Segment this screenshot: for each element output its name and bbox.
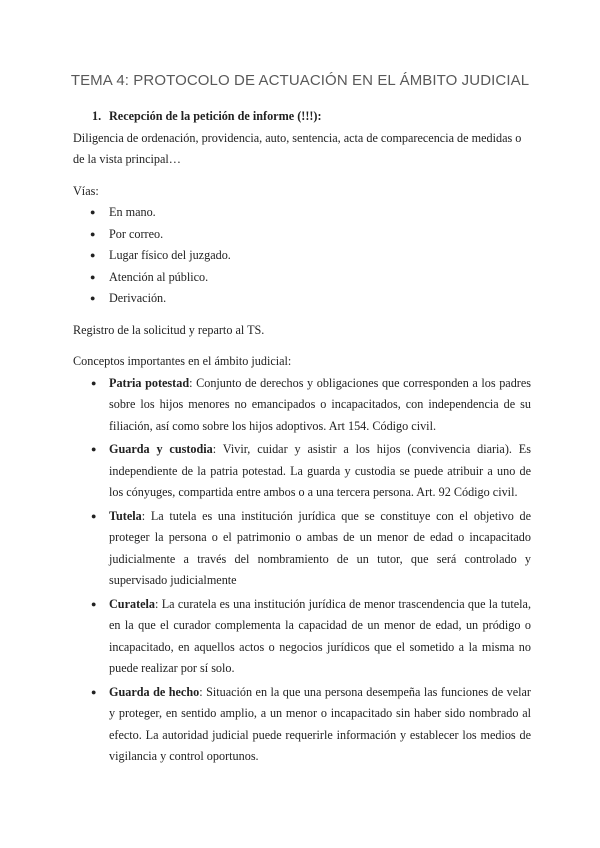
concept-text: : Vivir, cuidar y asistir a los hijos (convivencia diaria). Es independiente de la patria potestad. La guarda y custodia se puede atribuir a uno de los cónyuges, compartida entre ambos o a una tercera persona. Art. 92 Código civil. bbox=[109, 442, 531, 499]
section-heading bbox=[92, 106, 531, 128]
page-title: TEMA 4: PROTOCOLO DE ACTUACIÓN EN EL ÁMBITO JUDICIAL bbox=[70, 72, 530, 89]
concept-item bbox=[73, 506, 531, 592]
conceptos-label: Conceptos importantes en el ámbito judicial: bbox=[73, 354, 292, 368]
bullet-icon: ● bbox=[90, 250, 96, 260]
list-item: ● Por correo. bbox=[73, 224, 531, 246]
list-item: ● Derivación. bbox=[73, 288, 531, 310]
concept-item bbox=[73, 682, 531, 768]
bullet-icon: ● bbox=[91, 444, 97, 454]
bullet-icon: ● bbox=[91, 686, 97, 697]
document-body bbox=[73, 106, 531, 770]
vias-list bbox=[73, 202, 531, 310]
vias-label: Vías: bbox=[73, 183, 99, 198]
bullet-icon: ● bbox=[91, 510, 97, 521]
bullet-icon: ● bbox=[90, 271, 96, 282]
concept-term: Patria potestad bbox=[109, 375, 190, 390]
concept-text: : La curatela es una institución jurídica de menor trascendencia que la tutela, en la que el curador complementa la capacidad de un menor de edad, un pródigo o incapacitado, en aquellos actos o negocios jurídicos que el sometido a la misma no puede realizar por sí solo. bbox=[109, 596, 531, 675]
section-intro: Diligencia de ordenación, providencia, auto, sentencia, acta de comparecencia de medidas o de la vista principal… bbox=[73, 130, 522, 166]
bullet-icon: ● bbox=[90, 293, 96, 303]
section-heading-text: Recepción de la petición de informe (!!!): bbox=[109, 109, 322, 123]
list-item: ● En mano. bbox=[73, 202, 531, 224]
registro-text: Registro de la solicitud y reparto al TS. bbox=[73, 322, 265, 337]
list-item: ● Atención al público. bbox=[73, 267, 531, 289]
list-item: ● Lugar físico del juzgado. bbox=[73, 245, 531, 267]
concept-item bbox=[73, 594, 531, 680]
concept-item bbox=[73, 439, 531, 504]
bullet-icon: ● bbox=[90, 207, 96, 217]
concept-term: Curatela bbox=[109, 596, 156, 611]
bullet-icon: ● bbox=[91, 377, 97, 388]
conceptos-list bbox=[73, 373, 531, 768]
bullet-icon: ● bbox=[90, 228, 96, 239]
section-number: 1. bbox=[92, 109, 102, 123]
concept-text: : La tutela es una institución jurídica que se constituye con el objetivo de proteger la persona o el patrimonio o ambas de un menor de edad o incapacitado judicialmente a través del nombramiento de un tutor, que será controlado y supervisado judicialmente bbox=[109, 508, 531, 587]
concept-text: : Situación en la que una persona desempeña las funciones de velar y proteger, en sentido amplio, a un menor o incapacitado sin haber sido nombrado al efecto. La autoridad judicial puede requerirle información y establecer los medios de vigilancia y control oportunos. bbox=[109, 684, 531, 763]
bullet-icon: ● bbox=[91, 598, 97, 609]
concept-term: Tutela bbox=[109, 508, 142, 523]
concept-item bbox=[73, 373, 531, 438]
concept-term: Guarda y custodia bbox=[109, 442, 213, 456]
concept-term: Guarda de hecho bbox=[109, 684, 200, 699]
concept-text: : Conjunto de derechos y obligaciones que corresponden a los padres sobre los hijos menores no emancipados o incapacitados, con independencia de su filiación, así como sobre los hijos adoptivos. Art 154. Código civil. bbox=[109, 375, 532, 433]
